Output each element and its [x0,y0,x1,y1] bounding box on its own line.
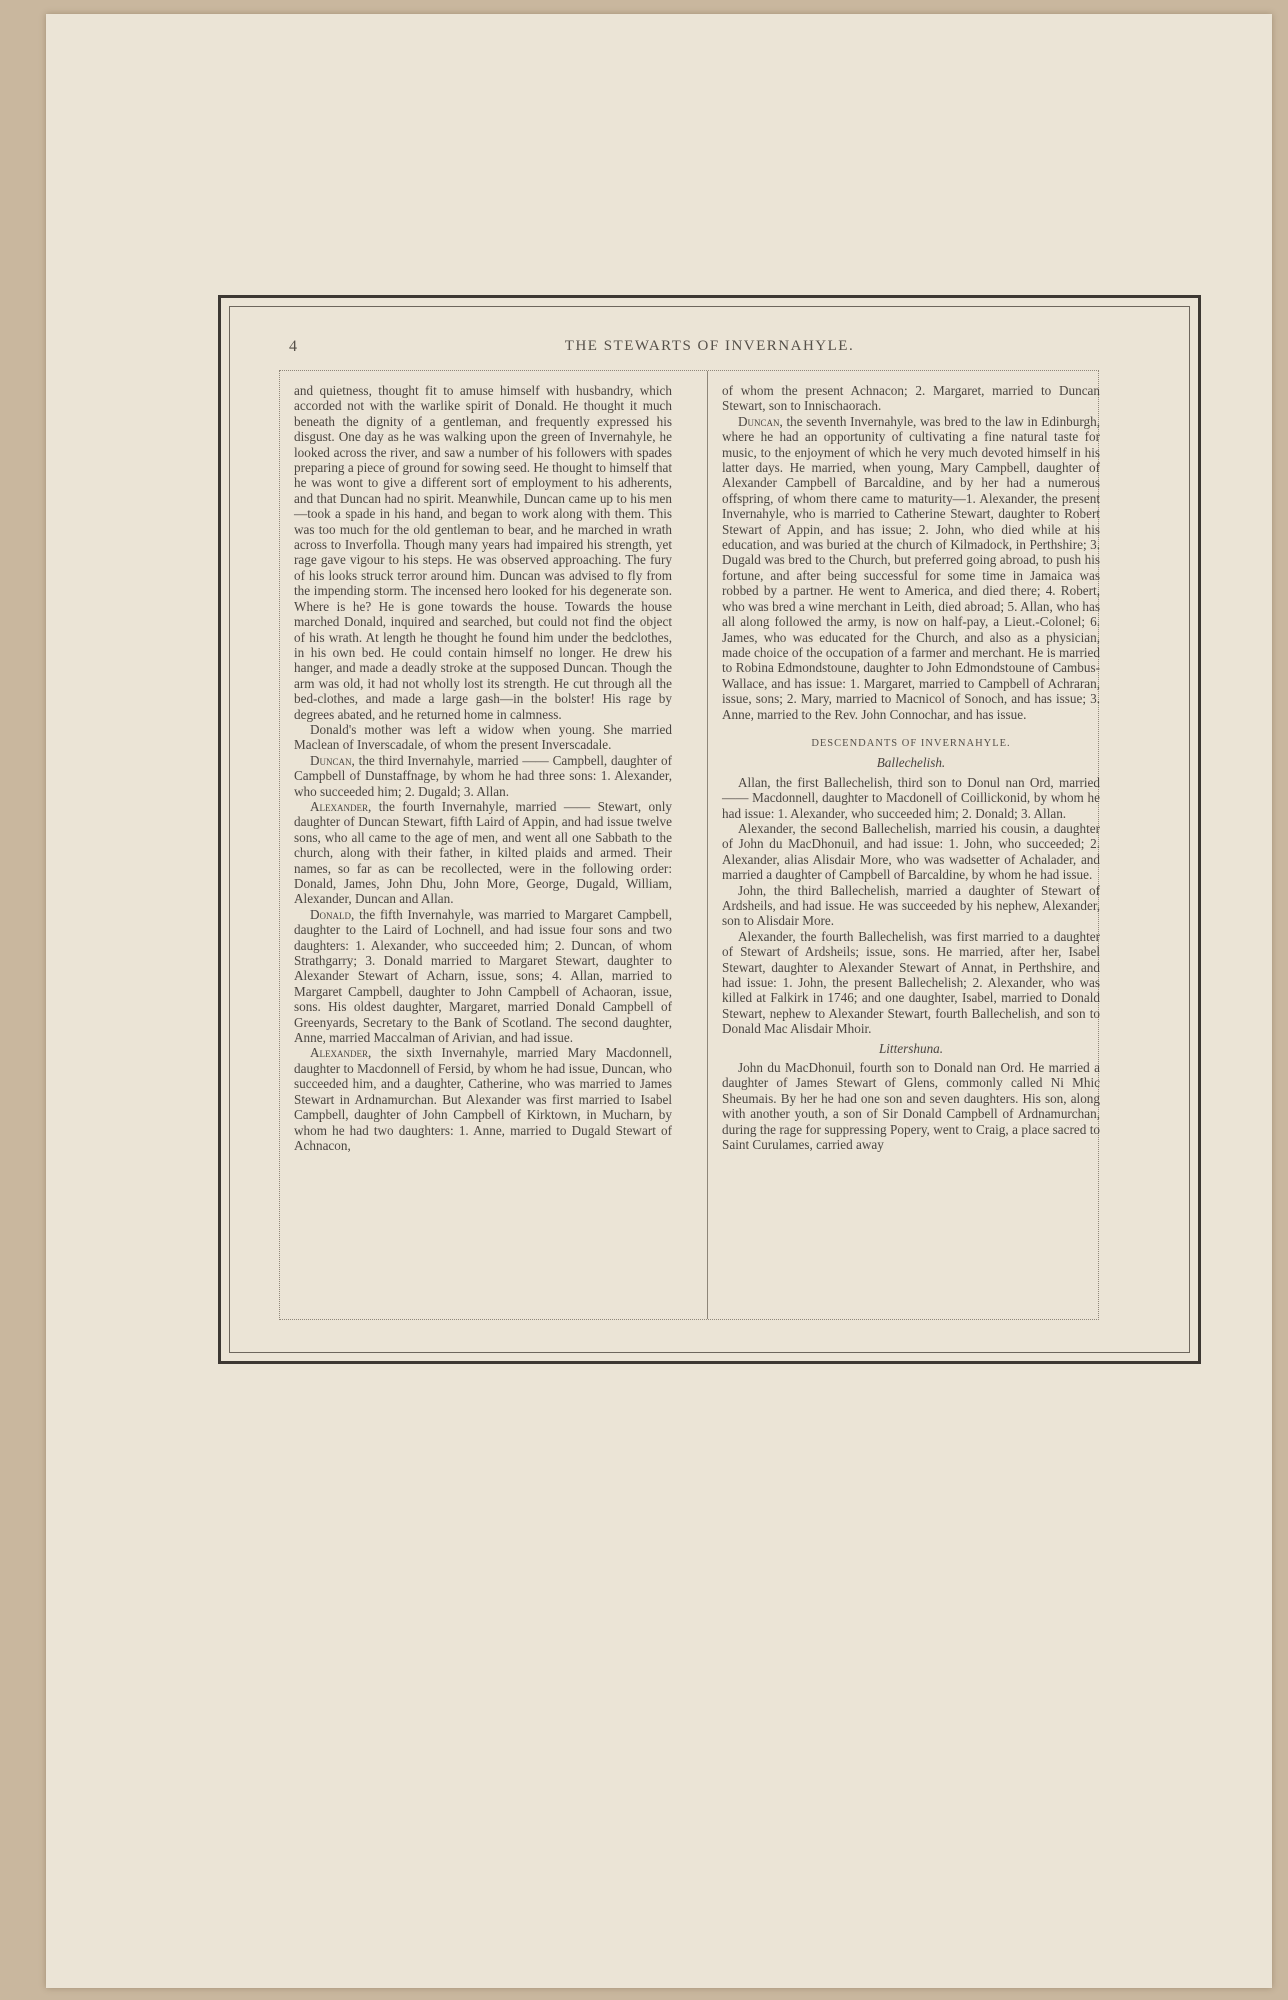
paragraph [722,775,1100,821]
paragraph-text: the fourth Invernahyle, married —— Stewart, only daughter of Duncan Stewart, fifth Laird of Appin, and had issue twelve sons, who all came to the age of men, and went all one Sabbath to the church, along with their father, in kilted plaids and armed. Their names, so far as can be recollected, were in the following order: Donald, James, John Dhu, John More, George, Dugald, William, Alexander, Duncan and Allan. [294,798,672,907]
section-heading: DESCENDANTS OF INVERNAHYLE. [811,737,1011,749]
paragraph-text: the third Invernahyle, married —— Campbell, daughter of Campbell of Dunstaffnage, by whom he had three sons: 1. Alexander, who succeeded him; 2. Dugald; 3. Allan. [294,752,672,799]
paragraph [722,883,1100,929]
paragraph [294,753,672,799]
paragraph [722,414,1100,722]
paragraph-text: the sixth Invernahyle, married Mary Macdonnell, daughter to Macdonnell of Fersid, by whom he had issue, Duncan, who succeeded him, and a daughter, Catherine, who was married to James Stewart in Ardnamurchan. But Alexander was first married to Isabel Campbell, daughter of John Campbell of Kirktown, in Mucharn, by whom he had two daughters: 1. Anne, married to Dugald Stewart of Achnacon, [294,1045,672,1153]
paragraph [722,929,1100,1037]
paragraph-text: John du MacDhonuil, fourth son to Donald nan Ord. He married a daughter of James Stewart of Glens, commonly called Ni Mhic Sheumais. By her he had one son and seven daughters. His son, along with another youth, a son of Sir Donald Campbell of Ardnamurchan, during the rage for suppressing Popery, went to Craig, a place sacred to Saint Curulames, carried away [722,1060,1100,1153]
right-column [722,383,1100,1153]
subhead-ballechelish: Ballechelish. [876,755,946,771]
paragraph [294,799,672,907]
left-column [294,383,672,1153]
column-rule [707,371,708,1319]
paragraph-text: John, the third Ballechelish, married a daughter of Stewart of Ardsheils, and had issue. He was succeeded by his nephew, Alexander, son to Alisdair More. [722,882,1100,929]
paragraph [722,1060,1100,1152]
paragraph-text: and quietness, thought fit to amuse himself with husbandry, which accorded not with the warlike spirit of Donald. He thought it much beneath the dignity of a gentleman, and frequently expressed his disgust. One day as he was walking upon the green of Invernahyle, he looked across the river, and saw a number of his followers with spades preparing a piece of ground for sowing seed. He thought to himself that he was wont to give a different sort of employment to his adherents, and that Duncan had no spirit. Meanwhile, Duncan came up to his men—took a spade in his hand, and began to work along with them. This was too much for the old gentleman to bear, and he marched in wrath across to Inverfolla. Though many years had impaired his strength, yet rage gave vigour to his steps. He was observed approaching. The fury of his looks struck terror around him. Duncan was advised to fly from the impending storm. The incensed hero looked for his degenerate son. Where is he? He is gone towards the house. Towards the house marched Donald, inquired and searched, but could not find the object of his wrath. At length he thought he found him under the bedclothes, in his own bed. He could contain himself no longer. He drew his hanger, and made a deadly stroke at the supposed Duncan. Though the arm was old, it had not wholly lost its strength. He cut through all the bed-clothes, and made a large gash—in the bolster! His rage by degrees abated, and he returned home in calmness. [294,383,672,722]
paragraph-lead: Alexander, [310,1045,372,1061]
paragraph-text: the fifth Invernahyle, was married to Margaret Campbell, daughter to the Laird of Lochnell, and had issue four sons and two daughters: 1. Alexander, who succeeded him; 2. Duncan, of whom Strathgarry; 3. Donald married to Margaret Stewart, daughter to Alexander Stewart of Acharn, issue, sons; 4. Allan, married to Margaret Campbell, daughter to John Campbell of Achaoran, issue, sons. His oldest daughter, Margaret, married Donald Campbell of Greenyards, Secretary to the Bank of Scotland. The second daughter, Anne, married Maccalman of Arivian, and had issue. [294,906,672,1046]
paragraph-text: Allan, the first Ballechelish, third son to Donul nan Ord, married —— Macdonnell, daughter to Macdonell of Coillickonid, by whom he had issue: 1. Alexander, who succeeded him; 2. Donald; 3. Allan. [722,774,1100,821]
paragraph [294,1045,672,1153]
paragraph-lead: Duncan, [310,752,355,768]
text-block [279,370,1099,1320]
paragraph-lead: Duncan, [738,413,783,429]
paragraph-text: the seventh Invernahyle, was bred to the law in Edinburgh, where he had an opportunity of cultivating a fine natural taste for music, to the enjoyment of which he very much devoted himself in his latter days. He married, when young, Mary Campbell, daughter of Alexander Campbell of Barcaldine, and by her had a numerous offspring, of whom there came to maturity—1. Alexander, the present Invernahyle, who is married to Catherine Stewart, daughter to Robert Stewart of Appin, and has issue; 2. John, who died while at his education, and was buried at the church of Kilmadock, in Perthshire; 3. Dugald was bred to the Church, but preferred going abroad, to push his fortune, and after being successful for some time in Jamaica was robbed by a partner. He went to America, and died there; 4. Robert, who was bred a wine merchant in Leith, died abroad; 5. Allan, who has all along followed the army, is now on half-pay, a Lieut.-Colonel; 6. James, who was educated for the Church, and also as a physician, made choice of the occupation of a farmer and merchant. He is married to Robina Edmondstoune, daughter to John Edmondstoune of Cambus-Wallace, and has issue: 1. Margaret, married to Campbell of Achraran, issue, sons; 2. Mary, married to Macnicol of Sonoch, and has issue; 3. Anne, married to the Rev. John Connochar, and has issue. [722,413,1100,722]
paragraph [294,907,672,1046]
paragraph-lead: Alexander, [310,798,372,814]
page-frame [218,295,1201,1364]
subhead-littershuna: Littershuna. [878,1040,944,1056]
running-head: THE STEWARTS OF INVERNAHYLE. [564,338,855,354]
paragraph-lead: Donald, [310,906,355,922]
paragraph-text: Donald's mother was left a widow when young. She married Maclean of Inverscadale, of whom the present Inverscadale. [294,721,672,753]
paragraph-text: Alexander, the second Ballechelish, married his cousin, a daughter of John du MacDhonuil, and had issue: 1. John, who succeeded; 2. Alexander, alias Alisdair More, who was wadsetter of Achalader, and married a daughter of Campbell of Barcaldine, by whom he had issue. [722,820,1100,883]
paragraph [294,383,672,722]
paragraph [722,383,1100,414]
paragraph-text: of whom the present Achnacon; 2. Margaret, married to Duncan Stewart, son to Innischaorach. [722,383,1100,414]
paragraph [722,821,1100,883]
paragraph [294,722,672,753]
paragraph-text: Alexander, the fourth Ballechelish, was first married to a daughter of Stewart of Ardsheils; issue, sons. He married, after her, Isabel Stewart, daughter to Alexander Stewart of Annat, in Perthshire, and had issue: 1. John, the present Ballechelish; 2. Alexander, who was killed at Falkirk in 1746; and one daughter, Isabel, married to Donald Stewart, nephew to Alexander Stewart, fourth Ballechelish, and son to Donald Mac Alisdair Mhoir. [722,928,1100,1037]
page-number: 4 [289,338,297,355]
